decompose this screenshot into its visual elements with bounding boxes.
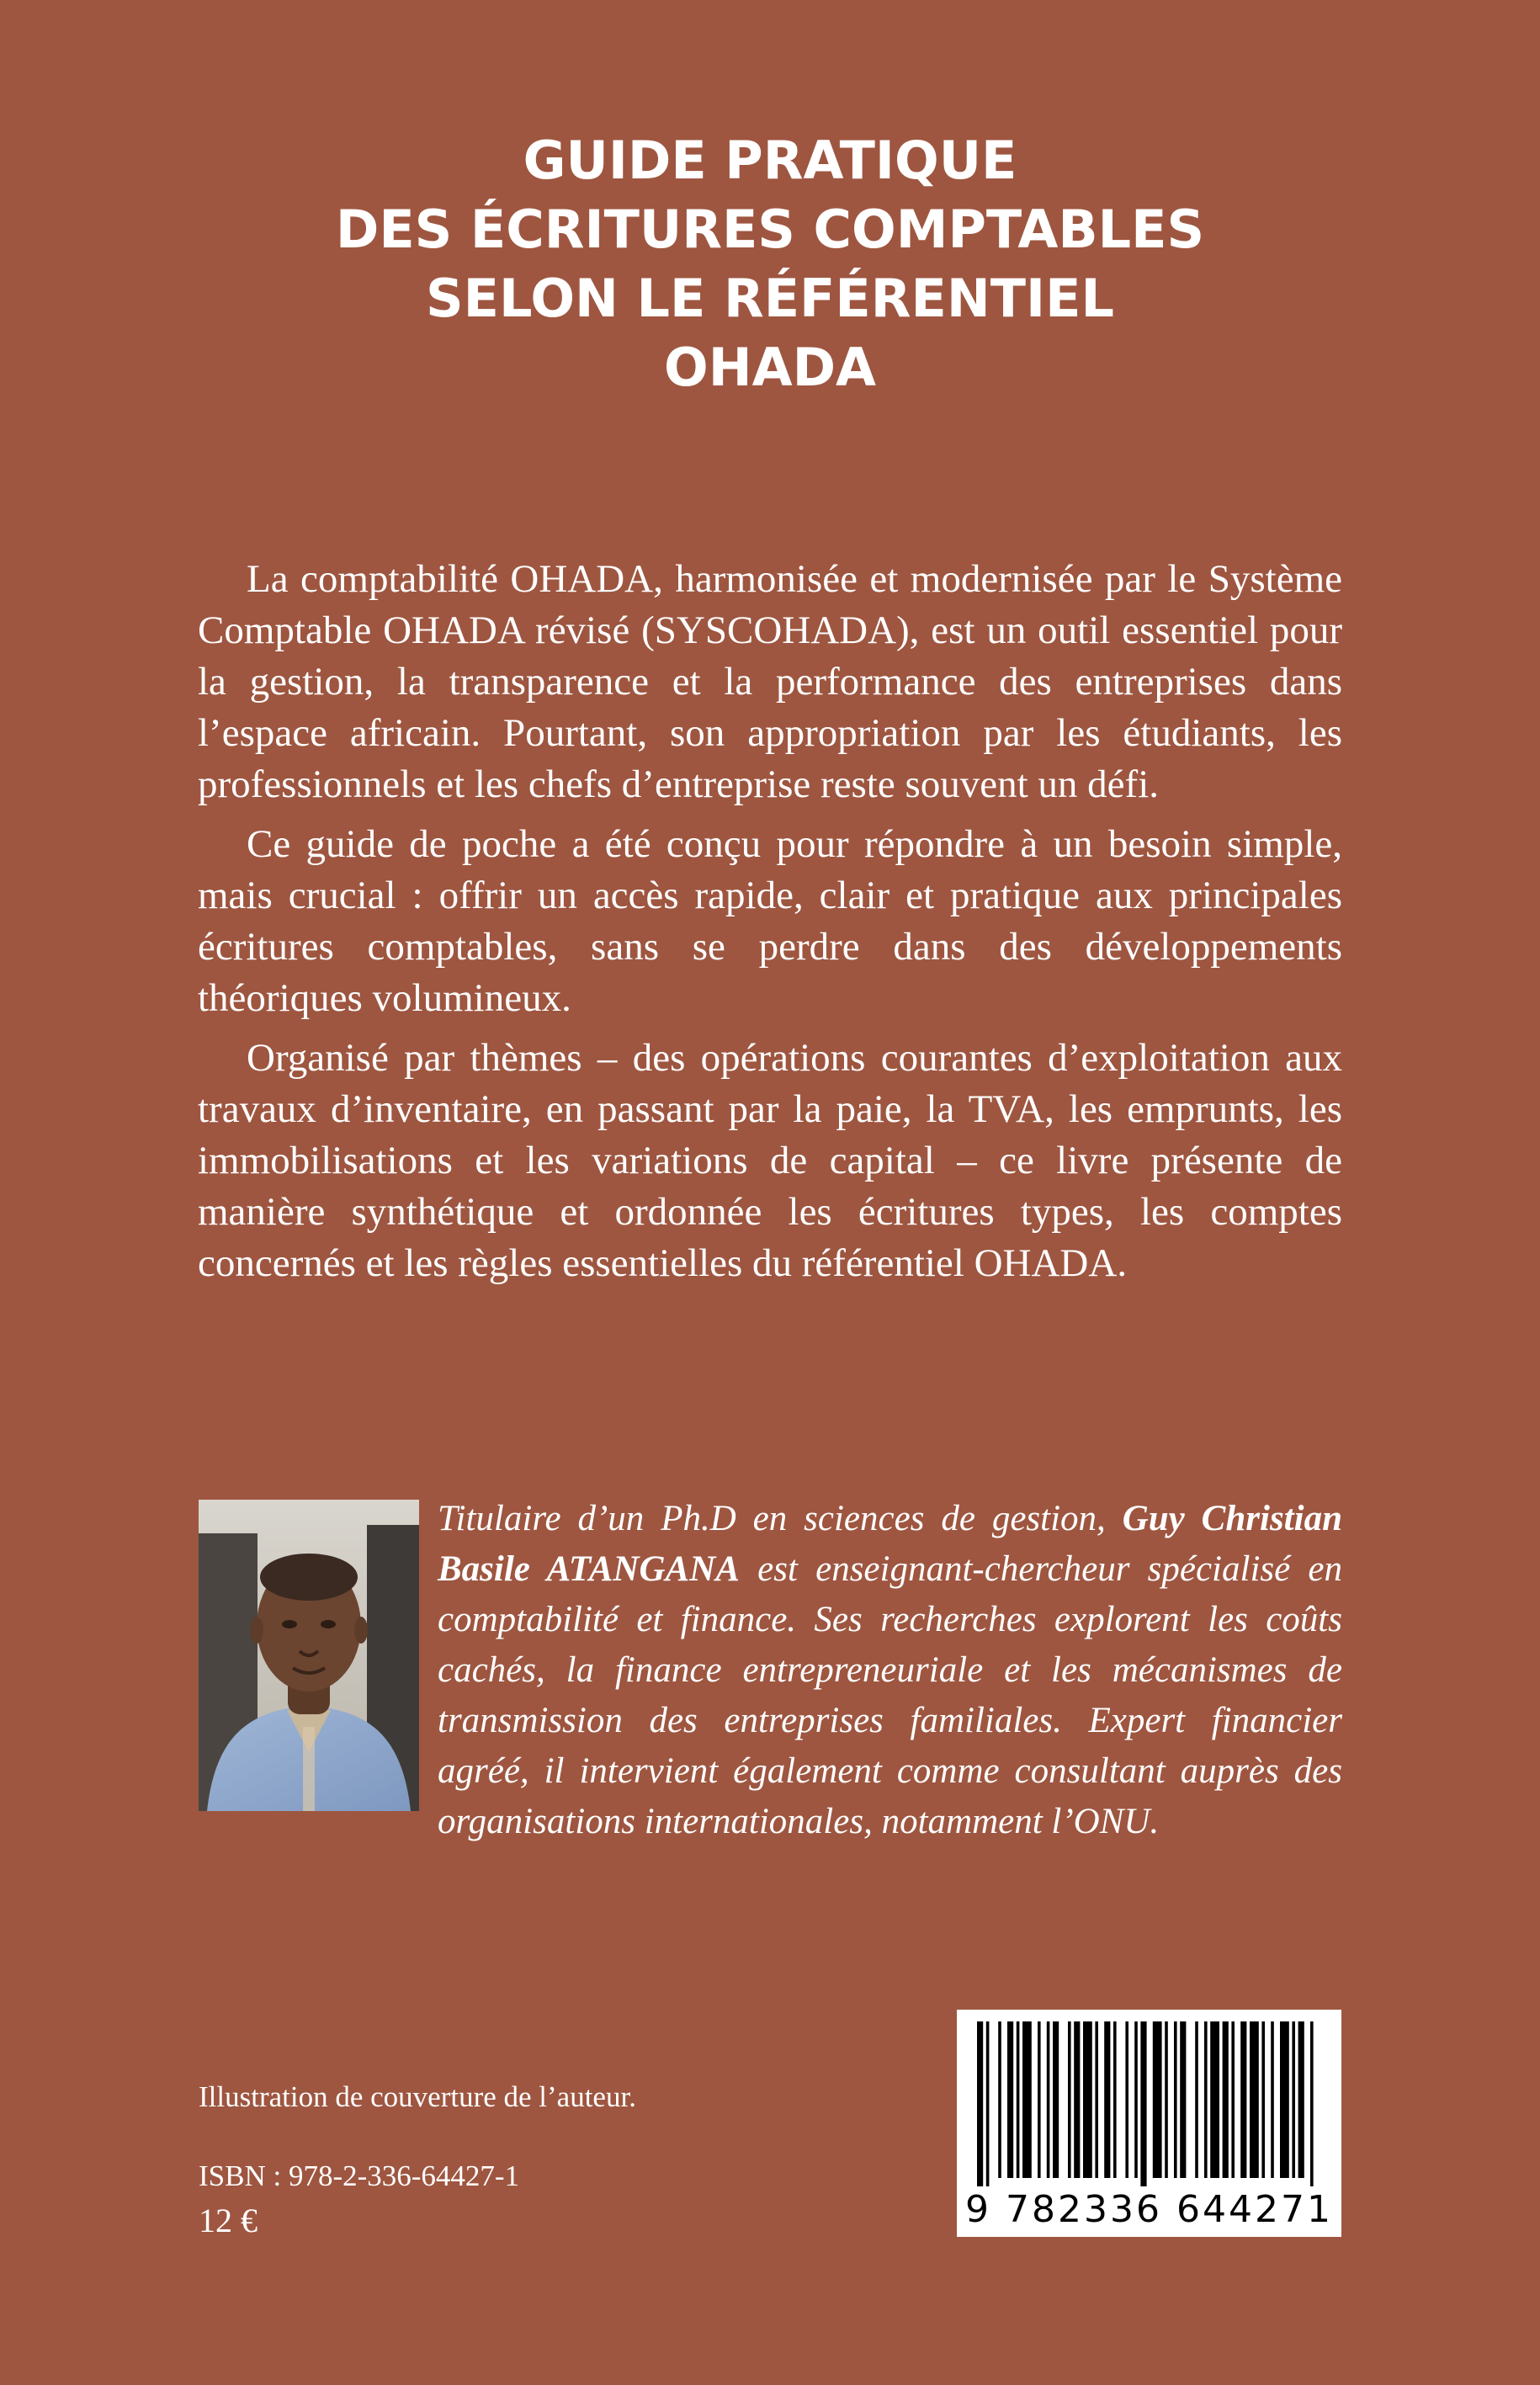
barcode-bars xyxy=(957,2010,1341,2191)
barcode-digits: 9 782336 644271 xyxy=(965,2188,1333,2231)
barcode-bar xyxy=(1223,2021,1229,2178)
barcode-bar xyxy=(1134,2021,1138,2178)
blurb-paragraph: Organisé par thèmes – des opérations courantes d’exploitation aux travaux d’inventaire, en passant par la paie, la TVA, les emprunts, les immobilisations et les variations de capital – ce livre présente de manière synthétique et ordonnée les écritures types, les comptes concernés et les règles essentielles du référentiel OHADA. xyxy=(198,1036,1342,1285)
barcode-bar xyxy=(1083,2021,1092,2178)
barcode-bar xyxy=(1250,2021,1259,2178)
barcode-bar xyxy=(1095,2021,1098,2178)
barcode-bar xyxy=(1204,2021,1208,2178)
barcode-bar xyxy=(986,2021,990,2186)
isbn: ISBN : 978-2-336-64427-1 xyxy=(199,2159,520,2192)
barcode-bar xyxy=(1007,2021,1013,2178)
barcode-bar xyxy=(1310,2021,1314,2186)
barcode-bar xyxy=(1053,2021,1059,2178)
barcode-bar xyxy=(1047,2021,1050,2178)
barcode-bar xyxy=(1261,2021,1265,2178)
title-line: SELON LE RÉFÉRENTIEL xyxy=(426,268,1114,329)
barcode-bar xyxy=(998,2021,1001,2178)
barcode-bar xyxy=(1298,2021,1304,2178)
bio-intro: Titulaire d’un Ph.D en sciences de gestion, xyxy=(438,1499,1123,1538)
barcode-bar xyxy=(1292,2021,1295,2178)
author-name: Guy Christian Basile ATANGANA xyxy=(438,1499,1342,1589)
barcode-bar xyxy=(1280,2021,1289,2178)
barcode-bar xyxy=(1240,2021,1246,2178)
author-bio xyxy=(438,1494,1342,1847)
barcode-bar xyxy=(1195,2021,1198,2178)
book-blurb xyxy=(198,554,1342,1298)
barcode-bar xyxy=(1165,2021,1168,2178)
blurb-paragraph: Ce guide de poche a été conçu pour répondre à un besoin simple, mais crucial : offrir un accès rapide, clair et pratique aux principales écritures comptables, sans se perdre dans des développements théoriques volumineux. xyxy=(198,822,1342,1020)
barcode-bar xyxy=(1113,2021,1117,2178)
barcode-bar xyxy=(1140,2021,1146,2186)
price: 12 € xyxy=(199,2202,258,2239)
barcode xyxy=(957,2010,1341,2237)
barcode-bar xyxy=(1180,2021,1186,2178)
title-line: OHADA xyxy=(663,337,877,398)
barcode-bar xyxy=(1174,2021,1177,2178)
book-title xyxy=(0,126,1540,402)
barcode-bar xyxy=(1068,2021,1071,2178)
title-line: DES ÉCRITURES COMPTABLES xyxy=(335,199,1205,260)
barcode-bar xyxy=(1271,2021,1274,2178)
barcode-bar xyxy=(1153,2021,1162,2178)
title-line: GUIDE PRATIQUE xyxy=(523,130,1017,191)
barcode-bar xyxy=(1210,2021,1219,2178)
barcode-bar xyxy=(1125,2021,1128,2178)
barcode-bar xyxy=(1038,2021,1041,2178)
author-photo xyxy=(199,1500,419,1811)
bio-text: est enseignant-chercheur spécialisé en comptabilité et finance. Ses recherches explorent les coûts cachés, la finance entrepreneuriale et les mécanismes de transmission des entreprises familiales. Expert financier agréé, il intervient également comme consultant auprès des organisations internationales, notamment l’ONU. xyxy=(438,1549,1343,1841)
barcode-bar xyxy=(1022,2021,1032,2178)
barcode-bar xyxy=(977,2021,983,2186)
barcode-bar xyxy=(1017,2021,1020,2178)
blurb-paragraph: La comptabilité OHADA, harmonisée et modernisée par le Système Comptable OHADA révisé (SYSCOHADA), est un outil essentiel pour la gestion, la transparence et la performance des entreprises dans l’espace africain. Pourtant, son appropriation par les étudiants, les professionnels et les chefs d’entreprise reste souvent un défi. xyxy=(198,557,1342,806)
barcode-bar xyxy=(1231,2021,1235,2178)
barcode-bar xyxy=(1104,2021,1110,2178)
barcode-bar xyxy=(1074,2021,1080,2178)
cover-illustration-credit: Illustration de couverture de l’auteur. xyxy=(199,2080,636,2113)
